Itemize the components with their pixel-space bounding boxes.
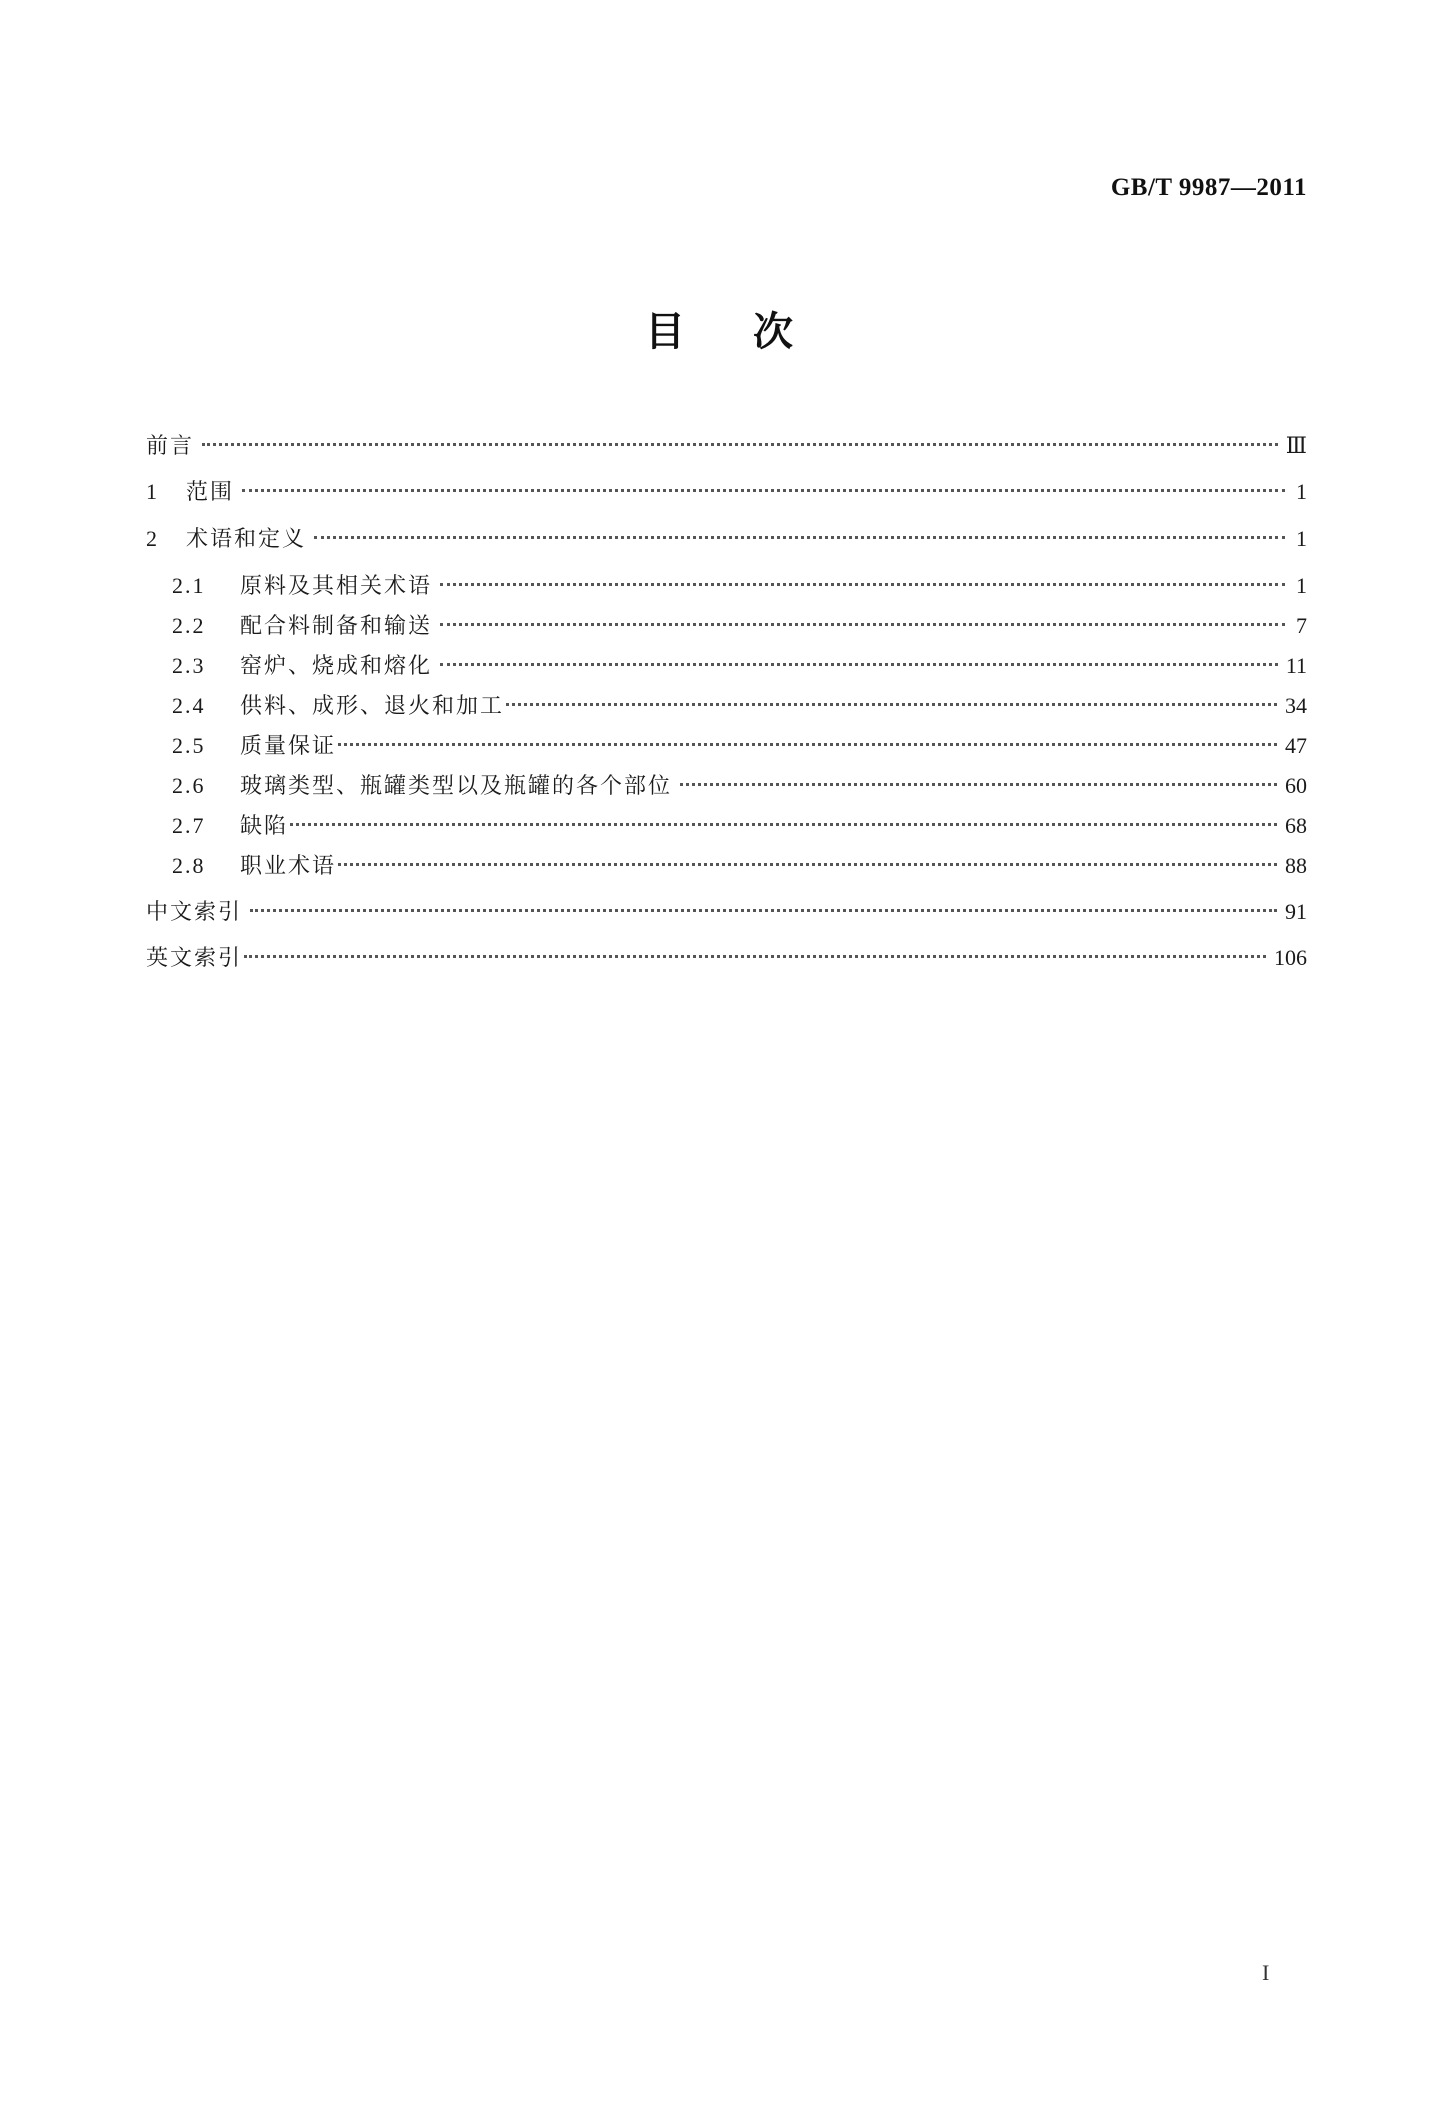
toc-page: 1 bbox=[1296, 573, 1307, 598]
toc-entry-english-index[interactable] bbox=[146, 938, 1307, 978]
toc-entry-2-2[interactable] bbox=[172, 606, 1307, 646]
toc-page: 1 bbox=[1296, 526, 1307, 551]
toc-number: 2.3 bbox=[172, 653, 206, 678]
toc-leader bbox=[440, 583, 1285, 586]
toc-label: 玻璃类型、瓶罐类型以及瓶罐的各个部位 bbox=[240, 774, 673, 799]
toc-leader bbox=[290, 823, 1277, 826]
toc-entry-2-4[interactable] bbox=[172, 686, 1307, 726]
toc-page: 1 bbox=[1296, 479, 1307, 504]
toc-label: 缺陷 bbox=[240, 814, 289, 839]
toc-number: 2.4 bbox=[172, 693, 206, 718]
toc-entry-2-5[interactable] bbox=[172, 726, 1307, 766]
toc-page: 11 bbox=[1285, 653, 1307, 678]
toc-leader bbox=[202, 443, 1278, 446]
toc-entry-2-6[interactable] bbox=[172, 766, 1307, 806]
toc-page: 34 bbox=[1285, 693, 1307, 718]
toc-entry-terms-definitions[interactable] bbox=[146, 519, 1307, 559]
toc-label: 范围 bbox=[186, 480, 235, 505]
toc-number: 2.5 bbox=[172, 733, 206, 758]
toc-leader bbox=[440, 663, 1278, 666]
toc-leader bbox=[440, 623, 1285, 626]
toc-entry-scope[interactable] bbox=[146, 472, 1307, 512]
toc-label: 中文索引 bbox=[146, 900, 243, 925]
toc-entry-2-1[interactable] bbox=[172, 566, 1307, 606]
toc-entry-foreword[interactable] bbox=[146, 426, 1307, 466]
page-number: I bbox=[1262, 1960, 1270, 1985]
toc-leader bbox=[680, 783, 1277, 786]
toc-number: 1 bbox=[146, 479, 157, 504]
toc-page: 47 bbox=[1285, 733, 1307, 758]
toc-leader bbox=[338, 863, 1277, 866]
toc-label: 术语和定义 bbox=[186, 527, 307, 552]
standard-code: GB/T 9987—2011 bbox=[1110, 174, 1307, 201]
toc-page: 68 bbox=[1285, 813, 1307, 838]
toc-leader bbox=[244, 955, 1266, 958]
toc-entry-2-8[interactable] bbox=[172, 846, 1307, 886]
toc-label: 配合料制备和输送 bbox=[240, 614, 433, 639]
toc-leader bbox=[250, 909, 1277, 912]
toc-entry-2-3[interactable] bbox=[172, 646, 1307, 686]
toc-number: 2 bbox=[146, 526, 157, 551]
toc-label: 窑炉、烧成和熔化 bbox=[240, 654, 433, 679]
toc-label: 前言 bbox=[146, 434, 195, 459]
toc-page: Ⅲ bbox=[1285, 433, 1307, 458]
toc-number: 2.7 bbox=[172, 813, 206, 838]
page-title: 目次 bbox=[645, 309, 861, 355]
toc-label: 英文索引 bbox=[146, 946, 243, 971]
toc-page: 88 bbox=[1285, 853, 1307, 878]
toc-leader bbox=[242, 489, 1285, 492]
toc-leader bbox=[338, 743, 1277, 746]
toc-number: 2.1 bbox=[172, 573, 206, 598]
toc-label: 质量保证 bbox=[240, 734, 337, 759]
toc-page: 7 bbox=[1296, 613, 1307, 638]
toc-leader bbox=[506, 703, 1277, 706]
toc-number: 2.2 bbox=[172, 613, 206, 638]
toc-page: 60 bbox=[1285, 773, 1307, 798]
toc-number: 2.6 bbox=[172, 773, 206, 798]
toc-label: 职业术语 bbox=[240, 854, 337, 879]
toc-label: 原料及其相关术语 bbox=[240, 574, 433, 599]
toc-number: 2.8 bbox=[172, 853, 206, 878]
toc-entry-2-7[interactable] bbox=[172, 806, 1307, 846]
toc-page: 106 bbox=[1274, 945, 1307, 970]
toc-leader bbox=[314, 536, 1285, 539]
toc-label: 供料、成形、退火和加工 bbox=[240, 694, 505, 719]
toc-entry-chinese-index[interactable] bbox=[146, 892, 1307, 932]
toc-page: 91 bbox=[1285, 899, 1307, 924]
